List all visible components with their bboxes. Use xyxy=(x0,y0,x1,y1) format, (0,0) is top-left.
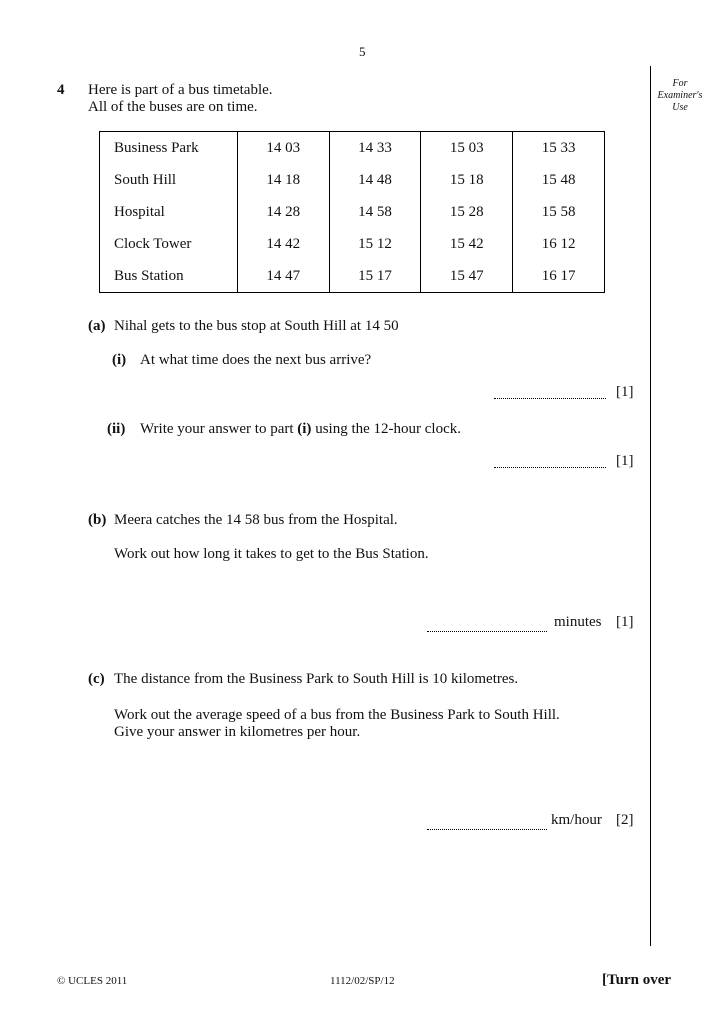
time-cell: 15 18 xyxy=(421,164,513,196)
part-a-ii-ref: (i) xyxy=(297,421,312,437)
part-a-ii-text-after: using the 12-hour clock. xyxy=(311,421,461,437)
bus-timetable xyxy=(99,131,605,293)
page-number: 5 xyxy=(359,44,366,59)
part-a-ii-text-before: Write your answer to part xyxy=(140,421,298,437)
part-a-i-marks: [1] xyxy=(616,384,634,400)
examiner-margin-line xyxy=(650,66,651,946)
footer-copyright: © UCLES 2011 xyxy=(57,975,128,987)
time-cell: 15 17 xyxy=(329,260,421,293)
part-a-i-text: At what time does the next bus arrive? xyxy=(140,352,372,368)
examiner-note-line: For xyxy=(672,78,688,89)
part-c-instruction1: Work out the average speed of a bus from the Business Park to South Hill. xyxy=(114,707,560,723)
time-cell: 15 42 xyxy=(421,228,513,260)
time-cell: 14 28 xyxy=(237,196,329,228)
footer-code: 1112/02/SP/12 xyxy=(330,975,395,987)
time-cell: 15 33 xyxy=(541,139,576,156)
part-c-marks: [2] xyxy=(616,812,634,828)
question-intro-line1: Here is part of a bus timetable. xyxy=(88,82,273,98)
time-cell: 14 18 xyxy=(237,164,329,196)
time-cell: 14 33 xyxy=(329,132,421,165)
part-b-unit: minutes xyxy=(554,614,602,630)
time-cell: 15 03 xyxy=(421,132,513,165)
stop-name: Bus Station xyxy=(100,260,238,293)
time-cell: 16 17 xyxy=(541,267,576,284)
question-number: 4 xyxy=(57,82,65,98)
footer-turn-over: [Turn over xyxy=(602,972,672,988)
time-cell: 15 48 xyxy=(541,171,576,188)
part-a-i-label: (i) xyxy=(112,352,127,368)
time-cell: 14 58 xyxy=(329,196,421,228)
time-cell: 14 48 xyxy=(329,164,421,196)
time-cell: 14 47 xyxy=(237,260,329,293)
time-cell: 15 47 xyxy=(421,260,513,293)
part-b-marks: [1] xyxy=(616,614,634,630)
examiner-note-line: Examiner's xyxy=(657,90,703,101)
time-cell: 14 42 xyxy=(237,228,329,260)
stop-name: Business Park xyxy=(100,132,238,165)
part-c-label: (c) xyxy=(88,671,105,687)
answer-line-a-i[interactable] xyxy=(494,397,606,399)
table-row xyxy=(100,196,605,228)
part-a-text: Nihal gets to the bus stop at South Hill at 14 50 xyxy=(114,318,399,334)
part-c-unit: km/hour xyxy=(551,812,602,828)
answer-line-a-ii[interactable] xyxy=(494,466,606,468)
part-c-instruction2: Give your answer in kilometres per hour. xyxy=(114,724,361,740)
part-a-ii-text xyxy=(140,421,461,438)
answer-line-b[interactable] xyxy=(427,630,547,632)
stop-name: Clock Tower xyxy=(100,228,238,260)
table-row xyxy=(100,228,605,260)
part-c-text: The distance from the Business Park to South Hill is 10 kilometres. xyxy=(114,671,519,687)
time-cell: 16 12 xyxy=(541,235,576,252)
part-a-ii-marks: [1] xyxy=(616,453,634,469)
stop-name: South Hill xyxy=(100,164,238,196)
table-row xyxy=(100,164,605,196)
answer-line-c[interactable] xyxy=(427,828,547,830)
table-row xyxy=(100,260,605,293)
part-b-instruction: Work out how long it takes to get to the Bus Station. xyxy=(114,546,429,562)
examiner-note xyxy=(652,78,708,114)
time-cell: 15 28 xyxy=(421,196,513,228)
time-cell: 15 12 xyxy=(329,228,421,260)
question-intro-line2: All of the buses are on time. xyxy=(88,99,258,115)
part-b-text: Meera catches the 14 58 bus from the Hospital. xyxy=(114,512,398,528)
time-cell: 14 03 xyxy=(237,132,329,165)
table-row xyxy=(100,132,605,165)
part-b-label: (b) xyxy=(88,512,107,528)
time-cell: 15 58 xyxy=(541,203,576,220)
part-a-ii-label: (ii) xyxy=(107,421,126,437)
examiner-note-line: Use xyxy=(672,102,688,113)
stop-name: Hospital xyxy=(100,196,238,228)
part-a-label: (a) xyxy=(88,318,106,334)
